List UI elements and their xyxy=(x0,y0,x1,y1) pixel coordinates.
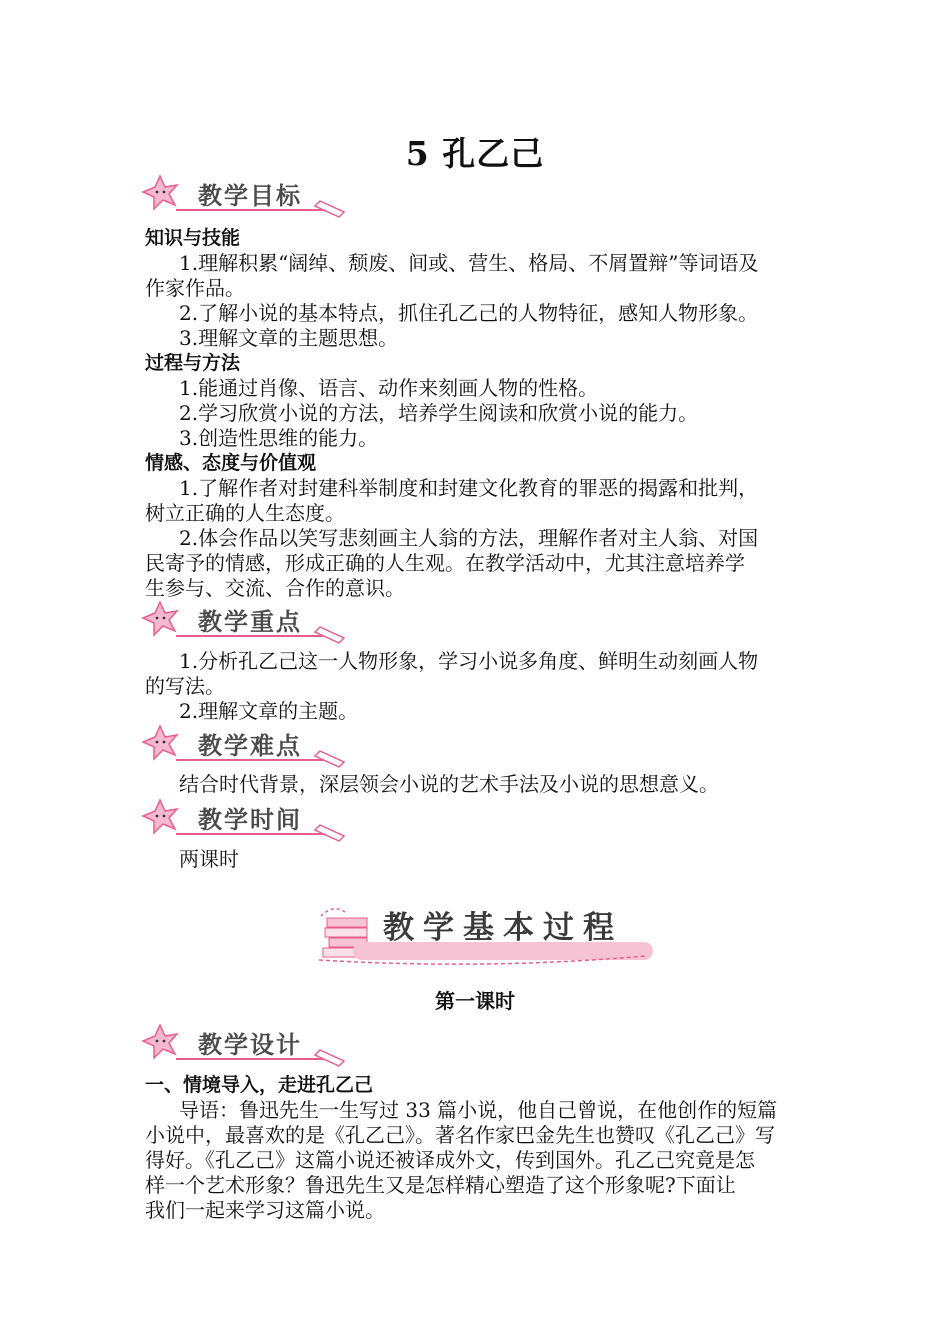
paragraph-line: 结合时代背景，深层领会小说的艺术手法及小说的思想意义。 xyxy=(179,772,719,796)
paragraph-line: 3.创造性思维的能力。 xyxy=(179,426,379,450)
paragraph-line: 样一个艺术形象？鲁迅先生又是怎样精心塑造了这个形象呢?下面让 xyxy=(145,1173,736,1197)
subheading-knowledge: 知识与技能 xyxy=(145,227,241,249)
section-label: 教学目标 xyxy=(198,182,302,210)
section-header-key-points xyxy=(140,598,360,644)
paragraph-line: 3.理解文章的主题思想。 xyxy=(179,326,399,350)
section-header-objectives xyxy=(140,172,360,218)
section-label: 教学时间 xyxy=(198,806,302,834)
paragraph-line: 1.理解积累“阔绰、颓废、间或、营生、格局、不屑置辩”等词语及 xyxy=(179,251,759,275)
paragraph-line: 生参与、交流、合作的意识。 xyxy=(145,576,405,600)
section-header-time xyxy=(140,796,360,842)
banner-label: 教学基本过程 xyxy=(383,910,623,946)
paragraph-line: 1.分析孔乙己这一人物形象，学习小说多角度、鲜明生动刻画人物 xyxy=(179,649,759,673)
paragraph-line: 我们一起来学习这篇小说。 xyxy=(145,1198,385,1222)
paragraph-line: 2.了解小说的基本特点，抓住孔乙己的人物特征，感知人物形象。 xyxy=(179,301,759,325)
section-label: 教学难点 xyxy=(198,732,302,760)
section-header-design xyxy=(140,1021,360,1067)
paragraph-line: 1.了解作者对封建科举制度和封建文化教育的罪恶的揭露和批判， xyxy=(179,476,759,500)
subheading-emotion: 情感、态度与价值观 xyxy=(145,452,317,474)
lesson-title: 第一课时 xyxy=(435,989,515,1013)
paragraph-line: 作家作品。 xyxy=(145,276,245,300)
paragraph-line: 两课时 xyxy=(179,847,239,871)
paragraph-line: 树立正确的人生态度。 xyxy=(145,501,345,525)
paragraph-line: 得好。《孔乙己》这篇小说还被译成外文，传到国外。孔乙己究竟是怎 xyxy=(145,1148,755,1172)
subheading-process: 过程与方法 xyxy=(145,352,241,374)
paragraph-line: 民寄予的情感，形成正确的人生观。在教学活动中，尤其注意培养学 xyxy=(145,551,745,575)
paragraph-line: 2.学习欣赏小说的方法，培养学生阅读和欣赏小说的能力。 xyxy=(179,401,699,425)
process-banner xyxy=(305,894,655,970)
paragraph-line: 2.体会作品以笑写悲刻画主人翁的方法，理解作者对主人翁、对国 xyxy=(179,526,759,550)
paragraph-line: 1.能通过肖像、语言、动作来刻画人物的性格。 xyxy=(179,376,599,400)
section-label: 教学设计 xyxy=(198,1031,302,1059)
paragraph-line: 的写法。 xyxy=(145,674,225,698)
paragraph-line: 小说中，最喜欢的是《孔乙己》。著名作家巴金先生也赞叹《孔乙己》写 xyxy=(145,1123,775,1147)
page-title: 5 孔乙己 xyxy=(405,134,545,173)
section-label: 教学重点 xyxy=(198,608,302,636)
paragraph-line: 2.理解文章的主题。 xyxy=(179,699,359,723)
paragraph-line: 导语：鲁迅先生一生写过 33 篇小说，他自己曾说，在他创作的短篇 xyxy=(179,1098,778,1122)
section-header-difficulties xyxy=(140,722,360,768)
subheading-step-one: 一、情境导入，走进孔乙己 xyxy=(145,1074,374,1096)
